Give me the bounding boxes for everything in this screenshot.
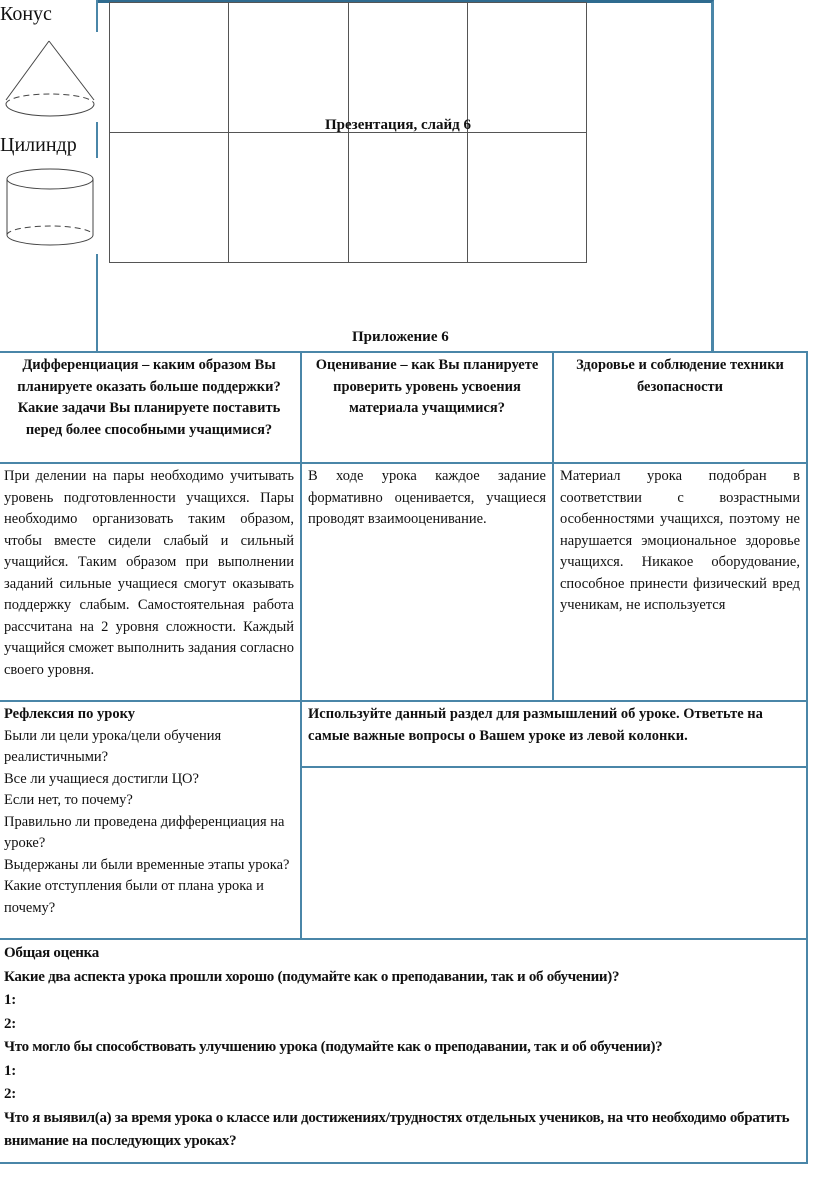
- frame-divider: [96, 254, 98, 352]
- cylinder-icon: [2, 165, 98, 251]
- summary-answer-slot[interactable]: 1:: [4, 1062, 16, 1079]
- summary-answer-slot[interactable]: 2:: [4, 1015, 16, 1032]
- summary-answer-slot[interactable]: 1:: [4, 992, 16, 1008]
- reflection-question: Если нет, то почему?: [4, 792, 133, 808]
- cone-label: Конус: [0, 3, 52, 25]
- reflection-question: Правильно ли проведена дифференциация на уроке?: [4, 813, 285, 851]
- reflection-title: Рефлексия по уроку: [4, 706, 135, 722]
- assessment-cell[interactable]: В ходе урока каждое задание формативно оценивается, учащиеся проводят взаимооценивание.: [301, 463, 553, 701]
- lesson-plan-table: [0, 351, 808, 1164]
- header-row: [0, 352, 807, 463]
- summary-question-observations: Что я выявил(а) за время урока о классе или достижениях/трудностях отдельных учеников, на что необходимо обратить внимание на последующих уроках?: [4, 1109, 790, 1149]
- reflection-question: Все ли учащиеся достигли ЦО?: [4, 770, 199, 787]
- grid-cell: [467, 133, 586, 263]
- summary-answer-slot[interactable]: 2:: [4, 1086, 16, 1102]
- health-safety-cell[interactable]: Материал урока подобран в соответствии с возрастными особенностями учащихся, поэтому не нарушается эмоциональное здоровье учащихся. Никакое оборудование, способное принести физический вред ученикам, не используется: [553, 463, 807, 701]
- grid-cell: [229, 133, 348, 263]
- cone-icon: [2, 38, 98, 120]
- slide-reference-label: Презентация, слайд 6: [325, 117, 472, 133]
- grid-cell: [229, 3, 348, 133]
- summary-question-went-well: Какие два аспекта урока прошли хорошо (подумайте как о преподавании, так и об обучении)?: [4, 968, 620, 985]
- frame-divider: [96, 0, 98, 32]
- plan-row: [0, 463, 807, 701]
- grid-cell: [110, 133, 229, 263]
- reflection-question: Выдержаны ли были временные этапы урока?: [4, 856, 290, 873]
- reflection-instruction: Используйте данный раздел для размышлений об уроке. Ответьте на самые важные вопросы о Вашем уроке из левой колонки.: [301, 701, 807, 767]
- differentiation-cell[interactable]: При делении на пары необходимо учитывать уровень подготовленности учащихся. Пары необходимо организовать таким образом, чтобы вместе сидели слабый и сильный учащийся. Таким образом при выполнении заданий сильные учащиеся смогут оказывать поддержку слабым. Самостоятельная работа рассчитана на 2 уровня сложности. Каждый учащийся сможет выполнить задания согласно своего уровня.: [0, 463, 301, 701]
- grid-cell: [348, 3, 467, 133]
- reflection-questions-cell: [0, 701, 301, 939]
- frame-divider: [96, 122, 98, 158]
- summary-title: Общая оценка: [4, 945, 99, 961]
- header-differentiation: Дифференциация – каким образом Вы планируете оказать больше поддержки? Какие задачи Вы планируете поставить перед более способными учащимися?: [0, 352, 301, 463]
- reflection-question: Какие отступления были от плана урока и почему?: [4, 878, 264, 916]
- header-health-safety: Здоровье и соблюдение техники безопасности: [553, 352, 807, 463]
- cylinder-label: Цилиндр: [0, 134, 77, 156]
- summary-cell[interactable]: [0, 939, 807, 1163]
- grid-cell: [110, 3, 229, 133]
- summary-row: [0, 939, 807, 1163]
- grid-cell: [467, 3, 586, 133]
- header-assessment: Оценивание – как Вы планируете проверить уровень усвоения материала учащимися?: [301, 352, 553, 463]
- appendix-title: Приложение 6: [352, 329, 449, 345]
- reflection-row: [0, 701, 807, 767]
- grid-cell: [348, 133, 467, 263]
- reflection-answer-field[interactable]: [301, 767, 807, 939]
- reflection-question: Были ли цели урока/цели обучения реалистичными?: [4, 727, 222, 765]
- summary-question-improve: Что могло бы способствовать улучшению урока (подумайте как о преподавании, так и об обучении)?: [4, 1039, 663, 1055]
